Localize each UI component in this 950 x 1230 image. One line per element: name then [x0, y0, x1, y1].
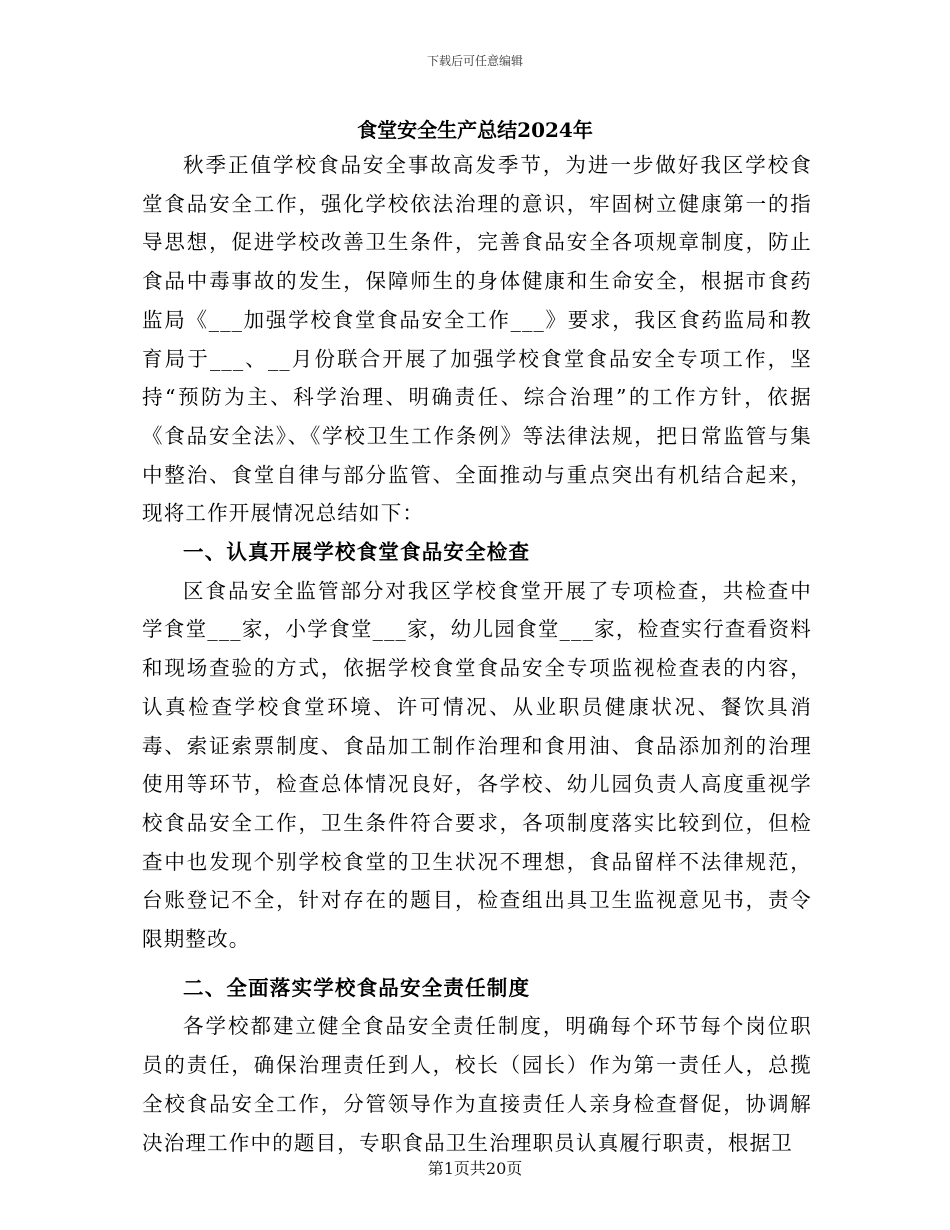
section-1-heading: 一、认真开展学校食堂食品安全检查 [183, 540, 531, 565]
section-2-heading: 二、全面落实学校食品安全责任制度 [183, 975, 531, 1000]
document-title: 食堂安全生产总结2024年 [357, 118, 593, 142]
page-header-note: 下载后可任意编辑 [426, 54, 523, 68]
section-1-paragraph: 区食品安全监管部分对我区学校食堂开展了专项检查，共检查中学食堂___家，小学食堂___家，幼儿园食堂___家，检查实行查看资料和现场查验的方式，依据学校食堂食品安全专项监视检查表的内容，认真检查学校食堂环境、许可情况、从业职员健康状况、餐饮具消毒、索证索票制度、食品加工制作治理和食用油、食品添加剂的治理使用等环节，检查总体情况良好，各学校、幼儿园负责人高度重视学校食品安全工作，卫生条件符合要求，各项制度落实比较到位，但检查中也发现个别学校食堂的卫生状况不理想，食品留样不法律规范，台账登记不全，针对存在的题目，检查组出具卫生监视意见书，责令限期整改。 [142, 578, 812, 952]
intro-paragraph: 秋季正值学校食品安全事故高发季节，为进一步做好我区学校食堂食品安全工作，强化学校依法治理的意识，牢固树立健康第一的指导思想，促进学校改善卫生条件，完善食品安全各项规章制度，防止食品中毒事故的发生，保障师生的身体健康和生命安全，根据市食药监局《___加强学校食堂食品安全工作___》要求，我区食药监局和教育局于___、__月份联合开展了加强学校食堂食品安全专项工作，坚持“预防为主、科学治理、明确责任、综合治理”的工作方针，依据《食品安全法》、《学校卫生工作条例》等法律法规，把日常监管与集中整治、食堂自律与部分监管、全面推动与重点突出有机结合起来，现将工作开展情况总结如下： [142, 153, 812, 526]
page-number: 第1页共20页 [427, 1159, 523, 1178]
document-body [142, 146, 812, 1162]
section-2-paragraph: 各学校都建立健全食品安全责任制度，明确每个环节每个岗位职员的责任，确保治理责任到人，校长（园长）作为第一责任人，总揽全校食品安全工作，分管领导作为直接责任人亲身检查督促，协调解决治理工作中的题目，专职食品卫生治理职员认真履行职责，根据卫 [142, 1014, 812, 1155]
